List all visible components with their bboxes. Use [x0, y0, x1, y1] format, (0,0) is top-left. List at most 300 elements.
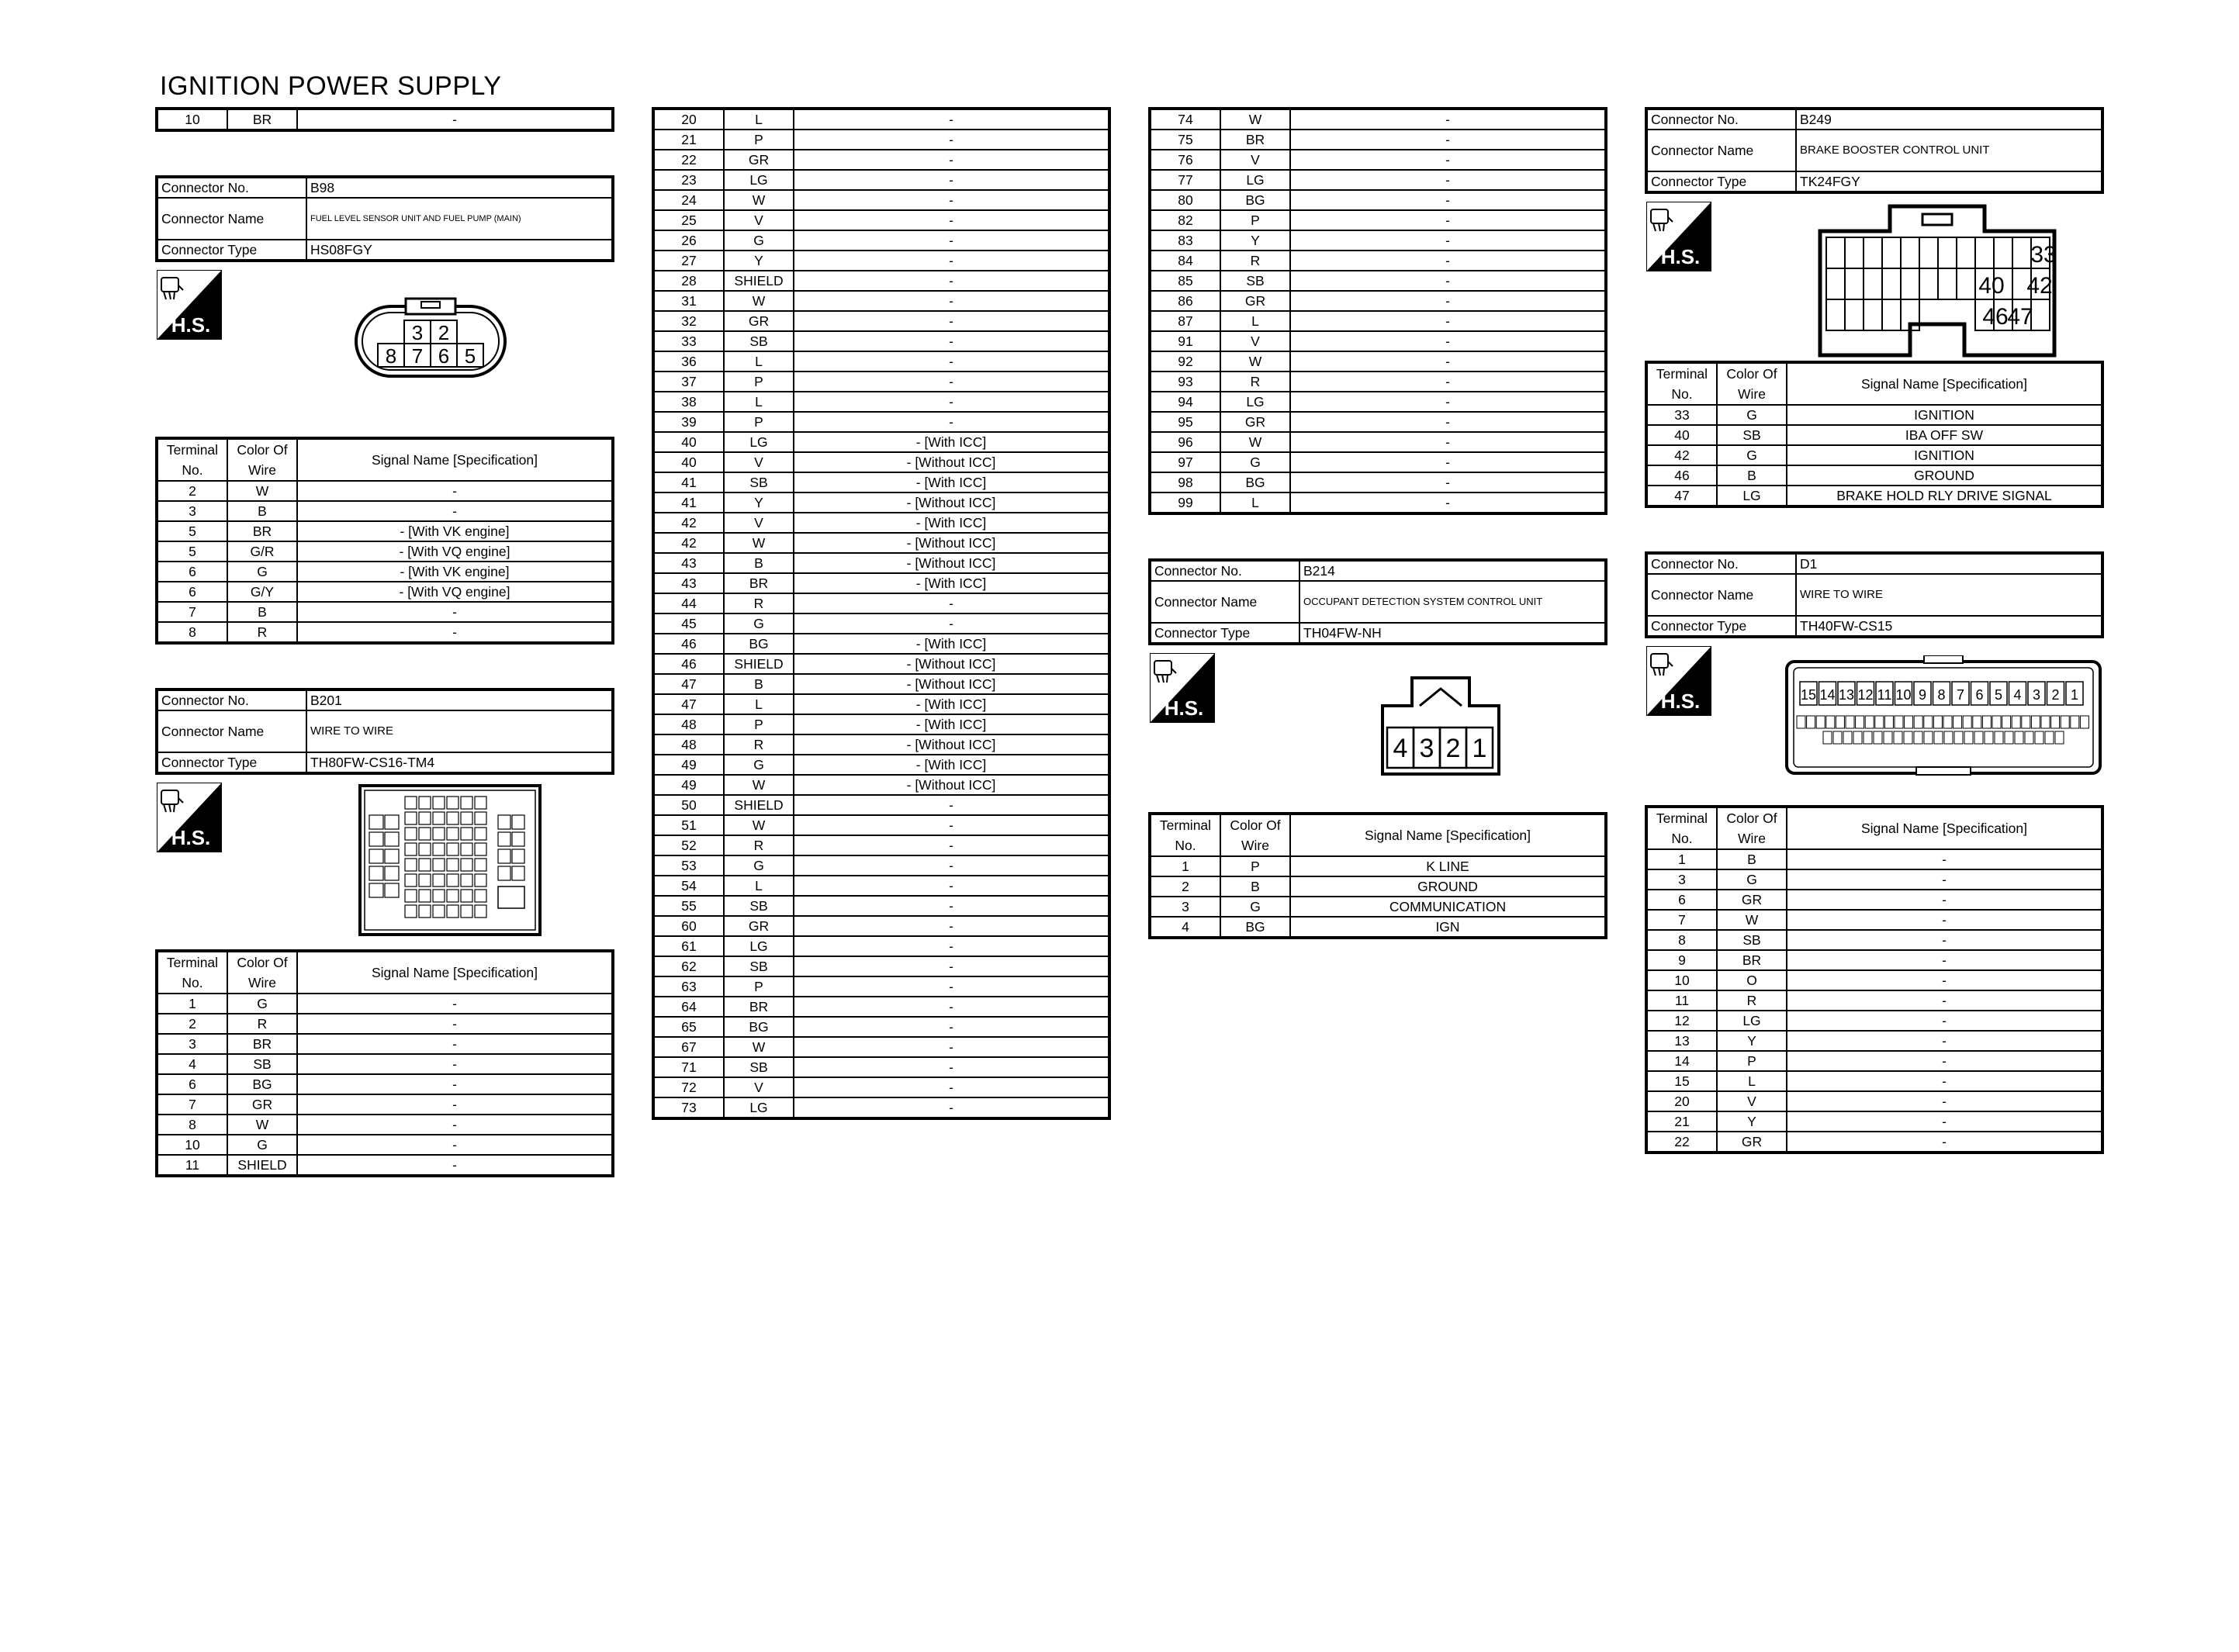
wire-color-cell: GR — [724, 150, 794, 170]
d1-pin-label: 6 — [1975, 687, 1984, 703]
table-row — [1646, 465, 2102, 486]
table-row — [653, 251, 1109, 271]
wire-color-cell: L — [1220, 311, 1290, 331]
signal-name-header: Signal Name [Specification] — [1787, 807, 2102, 849]
wire-color-cell: BG — [1220, 472, 1290, 492]
connector-name-value: WIRE TO WIRE — [1796, 574, 2102, 616]
terminal-no-cell: 93 — [1150, 372, 1220, 392]
connector-type-label: Connector Type — [1646, 616, 1796, 637]
table-row — [157, 582, 613, 602]
wire-color-cell: BR — [227, 521, 297, 541]
table-row — [157, 602, 613, 622]
signal-name-cell: - [Without ICC] — [794, 654, 1109, 674]
terminal-no-cell: 10 — [1646, 970, 1717, 990]
wire-color-cell: W — [1717, 910, 1787, 930]
terminal-no-cell: 14 — [1646, 1051, 1717, 1071]
table-row — [157, 622, 613, 643]
d1-cavity — [1823, 731, 1832, 744]
signal-name-cell: GROUND — [1787, 465, 2102, 486]
terminal-no-cell: 22 — [653, 150, 724, 170]
table-row — [1150, 210, 1606, 230]
signal-name-cell: - — [1290, 251, 1606, 271]
wire-color-cell: G — [724, 613, 794, 634]
terminal-no-cell: 3 — [1150, 897, 1220, 917]
b201-cavity — [461, 812, 472, 824]
wire-color-cell: LG — [1220, 170, 1290, 190]
terminal-no-cell: 22 — [1646, 1132, 1717, 1153]
wire-color-cell: Y — [1717, 1111, 1787, 1132]
b201-cavity — [419, 828, 431, 840]
wire-color-cell: BR — [1717, 950, 1787, 970]
terminal-no-cell: 43 — [653, 553, 724, 573]
terminal-no-cell: 3 — [157, 1034, 227, 1054]
wire-color-cell: L — [1220, 492, 1290, 513]
b201-cavity — [385, 849, 399, 863]
b201-cavity — [405, 905, 417, 918]
harness-side-icon — [1150, 653, 1215, 723]
signal-name-cell: - [With ICC] — [794, 513, 1109, 533]
connector-no-value: B214 — [1299, 560, 1606, 581]
table-row — [653, 815, 1109, 835]
connector-info-b98 — [155, 175, 614, 262]
table-row — [157, 501, 613, 521]
b201-cavity — [461, 843, 472, 855]
table-row — [1646, 910, 2102, 930]
wire-color-cell: W — [724, 533, 794, 553]
connector-info-b249 — [1645, 107, 2104, 194]
connector-info-d1 — [1645, 551, 2104, 638]
b201-cavity — [419, 859, 431, 871]
wire-color-cell: L — [724, 876, 794, 896]
d1-cavity — [1963, 716, 1971, 728]
terminal-no-cell: 43 — [653, 573, 724, 593]
table-row — [653, 150, 1109, 170]
wire-color-cell: BR — [1220, 130, 1290, 150]
terminal-no-cell: 32 — [653, 311, 724, 331]
terminal-no-cell: 4 — [157, 1054, 227, 1074]
b214-pin-2: 2 — [1445, 734, 1461, 763]
table-row — [653, 1037, 1109, 1057]
b201-cavity — [498, 886, 524, 908]
d1-cavity — [1797, 716, 1805, 728]
wire-color-cell: V — [1220, 331, 1290, 351]
connector-no-value: B98 — [306, 177, 613, 198]
connector-name-label: Connector Name — [1646, 574, 1796, 616]
wire-color-cell: G/R — [227, 541, 297, 562]
terminal-no-cell: 73 — [653, 1097, 724, 1118]
terminal-no-cell: 6 — [157, 1074, 227, 1094]
table-row — [1150, 472, 1606, 492]
signal-name-cell: - — [794, 936, 1109, 956]
wire-color-cell: GR — [227, 1094, 297, 1115]
terminal-table-b249 — [1645, 361, 2104, 508]
table-row — [653, 694, 1109, 714]
b249-cavity — [2012, 237, 2031, 268]
d1-cavity — [1914, 731, 1922, 744]
table-row — [653, 997, 1109, 1017]
signal-name-cell: - [Without ICC] — [794, 553, 1109, 573]
wire-color-cell: SHIELD — [724, 654, 794, 674]
column-3 — [1148, 107, 1607, 939]
d1-cavity — [2051, 716, 2060, 728]
table-row — [1150, 130, 1606, 150]
signal-name-cell: - — [794, 815, 1109, 835]
terminal-no-header: Terminal No. — [157, 951, 227, 994]
wire-color-cell: V — [724, 513, 794, 533]
signal-name-cell: - — [794, 1057, 1109, 1077]
signal-name-cell: - [With ICC] — [794, 472, 1109, 492]
terminal-table-continued — [155, 107, 614, 132]
wire-color-cell: SB — [724, 896, 794, 916]
signal-name-cell: - [With ICC] — [794, 432, 1109, 452]
table-row — [653, 1057, 1109, 1077]
signal-name-cell: - [Without ICC] — [794, 674, 1109, 694]
d1-cavity — [1853, 731, 1862, 744]
table-row — [157, 1115, 613, 1135]
b249-pin-label: 40 — [1978, 273, 2005, 299]
table-row — [1150, 432, 1606, 452]
terminal-no-cell: 20 — [1646, 1091, 1717, 1111]
wire-color-cell: GR — [724, 916, 794, 936]
wire-color-cell: L — [1717, 1071, 1787, 1091]
b201-cavity — [433, 874, 445, 886]
connector-no-label: Connector No. — [1150, 560, 1299, 581]
b201-cavity — [385, 883, 399, 897]
table-row — [653, 492, 1109, 513]
signal-name-cell: - — [1787, 1011, 2102, 1031]
terminal-no-cell: 99 — [1150, 492, 1220, 513]
table-row — [157, 1074, 613, 1094]
signal-name-cell: COMMUNICATION — [1290, 897, 1606, 917]
d1-cavity — [1973, 716, 1981, 728]
table-row — [653, 654, 1109, 674]
terminal-no-cell: 85 — [1150, 271, 1220, 291]
d1-cavity — [1836, 716, 1844, 728]
wire-color-cell: P — [1717, 1051, 1787, 1071]
wire-color-cell: Y — [724, 492, 794, 513]
terminal-no-header: Terminal No. — [1646, 807, 1717, 849]
terminal-no-cell: 53 — [653, 855, 724, 876]
terminal-no-cell: 63 — [653, 976, 724, 997]
signal-name-header: Signal Name [Specification] — [1290, 814, 1606, 856]
wire-color-cell: BR — [724, 573, 794, 593]
table-row — [653, 533, 1109, 553]
b201-cavity — [475, 843, 486, 855]
wire-color-cell: SB — [1220, 271, 1290, 291]
signal-name-cell: - — [1787, 1051, 2102, 1071]
terminal-no-header: Terminal No. — [157, 438, 227, 481]
b201-cavity — [433, 843, 445, 855]
b201-cavity — [385, 832, 399, 846]
table-row — [157, 562, 613, 582]
terminal-no-cell: 36 — [653, 351, 724, 372]
d1-pin-label: 5 — [1994, 687, 2003, 703]
b249-cavity — [1957, 237, 1975, 268]
terminal-no-cell: 8 — [1646, 930, 1717, 950]
terminal-table-b201 — [155, 949, 614, 1177]
terminal-no-cell: 6 — [157, 562, 227, 582]
b201-cavity — [419, 874, 431, 886]
terminal-no-cell: 46 — [653, 634, 724, 654]
d1-cavity — [1884, 731, 1892, 744]
terminal-no-cell: 7 — [1646, 910, 1717, 930]
terminal-no-cell: 1 — [157, 994, 227, 1014]
b201-connector-face — [358, 784, 542, 936]
wire-color-cell: BR — [227, 109, 297, 130]
wire-color-cell: R — [1220, 251, 1290, 271]
terminal-no-cell: 86 — [1150, 291, 1220, 311]
d1-cavity — [1964, 731, 1973, 744]
b249-cavity — [1901, 237, 1919, 268]
signal-name-cell: - — [794, 130, 1109, 150]
wire-color-cell: W — [724, 190, 794, 210]
signal-name-cell: - — [794, 291, 1109, 311]
d1-cavity — [1856, 716, 1864, 728]
b201-cavity — [369, 866, 383, 880]
d1-pin-label: 2 — [2051, 687, 2060, 703]
b201-cavity — [419, 812, 431, 824]
b201-cavity — [433, 812, 445, 824]
d1-cavity — [2005, 731, 2013, 744]
signal-name-cell: - — [794, 613, 1109, 634]
b249-cavity — [2031, 299, 2050, 330]
d1-cavity — [1905, 716, 1913, 728]
connector-type-value: TH04FW-NH — [1299, 623, 1606, 644]
page-title: IGNITION POWER SUPPLY — [160, 71, 502, 101]
terminal-no-cell: 40 — [653, 452, 724, 472]
d1-cavity — [2015, 731, 2023, 744]
terminal-no-cell: 41 — [653, 472, 724, 492]
wire-color-cell: SB — [1717, 930, 1787, 950]
signal-name-cell: - — [1290, 170, 1606, 190]
color-of-wire-header: Color Of Wire — [1717, 807, 1787, 849]
terminal-no-cell: 60 — [653, 916, 724, 936]
wire-color-cell: W — [1220, 109, 1290, 130]
d1-pin-label: 1 — [2070, 687, 2079, 703]
terminal-no-cell: 97 — [1150, 452, 1220, 472]
signal-name-cell: - — [794, 392, 1109, 412]
d1-cavity — [1895, 716, 1903, 728]
wire-color-cell: R — [1220, 372, 1290, 392]
signal-name-cell: - [With ICC] — [794, 634, 1109, 654]
wire-color-cell: LG — [724, 936, 794, 956]
signal-name-cell: - — [1290, 432, 1606, 452]
signal-name-cell: - — [1290, 412, 1606, 432]
terminal-no-cell: 83 — [1150, 230, 1220, 251]
b249-cavity — [1938, 268, 1957, 299]
wire-color-cell: G — [227, 562, 297, 582]
wire-color-cell: BR — [724, 997, 794, 1017]
signal-name-cell: K LINE — [1290, 856, 1606, 876]
wire-color-cell: LG — [724, 170, 794, 190]
connector-name-label: Connector Name — [157, 198, 306, 240]
terminal-no-cell: 55 — [653, 896, 724, 916]
wire-color-cell: LG — [724, 432, 794, 452]
b98-pin-6: 6 — [438, 344, 450, 368]
wire-color-cell: SB — [724, 472, 794, 492]
terminal-no-cell: 87 — [1150, 311, 1220, 331]
color-of-wire-header: Color Of Wire — [227, 951, 297, 994]
table-row — [1646, 990, 2102, 1011]
table-row — [1646, 1011, 2102, 1031]
d1-cavity — [2022, 716, 2030, 728]
table-row — [653, 916, 1109, 936]
terminal-no-cell: 44 — [653, 593, 724, 613]
b214-connector-face — [1381, 675, 1500, 776]
terminal-table-b98 — [155, 437, 614, 645]
wire-color-cell: W — [724, 1037, 794, 1057]
column-2 — [652, 107, 1111, 1120]
wire-color-cell: G — [227, 1135, 297, 1155]
connector-info-b201 — [155, 688, 614, 775]
d1-cavity — [1992, 716, 2001, 728]
terminal-no-cell: 98 — [1150, 472, 1220, 492]
table-row — [653, 553, 1109, 573]
signal-name-cell: - — [1787, 990, 2102, 1011]
b249-cavity — [1919, 237, 1938, 268]
terminal-no-cell: 47 — [653, 674, 724, 694]
b249-cavity — [1975, 237, 1994, 268]
terminal-no-cell: 1 — [1646, 849, 1717, 869]
terminal-no-header: Terminal No. — [1646, 362, 1717, 405]
table-row — [1646, 1031, 2102, 1051]
wire-color-cell: W — [1220, 351, 1290, 372]
signal-name-cell: - — [297, 1155, 613, 1176]
d1-cavity — [2002, 716, 2011, 728]
terminal-no-cell: 37 — [653, 372, 724, 392]
terminal-no-cell: 23 — [653, 170, 724, 190]
table-row — [157, 481, 613, 501]
signal-name-cell: IBA OFF SW — [1787, 425, 2102, 445]
b201-cavity — [419, 890, 431, 902]
table-row — [1150, 311, 1606, 331]
svg-text:H.S.: H.S. — [1164, 696, 1204, 720]
b201-cavity — [475, 874, 486, 886]
table-row — [1646, 1132, 2102, 1153]
terminal-no-cell: 74 — [1150, 109, 1220, 130]
terminal-no-cell: 50 — [653, 795, 724, 815]
b201-cavity — [475, 859, 486, 871]
signal-name-cell: - — [1787, 1031, 2102, 1051]
connector-no-label: Connector No. — [157, 177, 306, 198]
table-row — [653, 734, 1109, 755]
signal-name-cell: - — [1787, 1091, 2102, 1111]
terminal-no-cell: 3 — [157, 501, 227, 521]
table-row — [653, 331, 1109, 351]
signal-name-cell: - — [794, 109, 1109, 130]
terminal-no-cell: 8 — [157, 1115, 227, 1135]
wire-color-cell: BR — [227, 1034, 297, 1054]
d1-cavity — [1833, 731, 1842, 744]
signal-name-cell: - — [1787, 1111, 2102, 1132]
signal-name-cell: - [With VQ engine] — [297, 582, 613, 602]
terminal-no-cell: 10 — [157, 109, 227, 130]
table-row — [157, 109, 613, 130]
wire-color-cell: V — [1717, 1091, 1787, 1111]
connector-no-value: D1 — [1796, 553, 2102, 574]
table-row — [653, 1077, 1109, 1097]
signal-name-cell: - — [1290, 351, 1606, 372]
b201-cavity — [447, 828, 459, 840]
wire-color-cell: P — [1220, 856, 1290, 876]
table-row — [653, 432, 1109, 452]
table-row — [1646, 890, 2102, 910]
terminal-no-cell: 2 — [157, 481, 227, 501]
terminal-no-cell: 62 — [653, 956, 724, 976]
table-row — [157, 521, 613, 541]
signal-name-cell: - — [794, 1077, 1109, 1097]
signal-name-cell: - — [1290, 311, 1606, 331]
b201-cavity — [369, 849, 383, 863]
harness-side-icon — [1646, 202, 1711, 271]
table-row — [1646, 425, 2102, 445]
signal-name-cell: - — [297, 1094, 613, 1115]
terminal-table-b201-continued — [652, 107, 1111, 1120]
b201-cavity — [512, 866, 524, 880]
harness-side-icon — [157, 783, 222, 852]
d1-pin-label: 8 — [1937, 687, 1946, 703]
terminal-no-cell: 96 — [1150, 432, 1220, 452]
table-row — [1646, 1051, 2102, 1071]
table-row — [1150, 109, 1606, 130]
b201-cavity — [369, 815, 383, 829]
table-row — [1150, 170, 1606, 190]
signal-name-cell: - — [1787, 849, 2102, 869]
b201-cavity — [475, 905, 486, 918]
wire-color-cell: B — [227, 501, 297, 521]
wire-color-cell: G — [227, 994, 297, 1014]
d1-pin-label: 9 — [1918, 687, 1927, 703]
wire-color-cell: O — [1717, 970, 1787, 990]
wire-color-cell: W — [227, 1115, 297, 1135]
signal-name-cell: - — [794, 311, 1109, 331]
wire-color-cell: L — [724, 392, 794, 412]
d1-cavity — [1843, 731, 1852, 744]
svg-text:H.S.: H.S. — [1660, 245, 1701, 268]
d1-cavity — [1995, 731, 2003, 744]
connector-name-value: OCCUPANT DETECTION SYSTEM CONTROL UNIT — [1299, 581, 1606, 623]
signal-name-cell: - — [794, 150, 1109, 170]
terminal-no-cell: 46 — [1646, 465, 1717, 486]
table-row — [1646, 445, 2102, 465]
wire-color-cell: G — [724, 230, 794, 251]
signal-name-cell: - — [1290, 230, 1606, 251]
d1-cavity — [2031, 716, 2040, 728]
b201-cavity — [433, 797, 445, 809]
b249-cavity — [1864, 299, 1882, 330]
wire-color-cell: W — [724, 815, 794, 835]
signal-name-cell: - — [794, 916, 1109, 936]
b249-cavity — [1919, 268, 1938, 299]
b249-pin-label: 47 — [2007, 304, 2033, 330]
signal-name-cell: - — [1787, 910, 2102, 930]
signal-name-cell: - — [794, 230, 1109, 251]
wire-color-cell: SB — [724, 1057, 794, 1077]
b249-cavity — [1957, 268, 1975, 299]
table-row — [157, 1054, 613, 1074]
connector-name-label: Connector Name — [1150, 581, 1299, 623]
signal-name-cell: BRAKE HOLD RLY DRIVE SIGNAL — [1787, 486, 2102, 506]
signal-name-cell: - — [1290, 492, 1606, 513]
signal-name-cell: - — [1290, 210, 1606, 230]
b98-pin-3: 3 — [411, 321, 424, 344]
signal-name-cell: - — [794, 1097, 1109, 1118]
b201-cavity — [475, 890, 486, 902]
b201-cavity — [405, 797, 417, 809]
table-row — [1150, 917, 1606, 938]
b201-cavity — [475, 828, 486, 840]
table-row — [653, 271, 1109, 291]
